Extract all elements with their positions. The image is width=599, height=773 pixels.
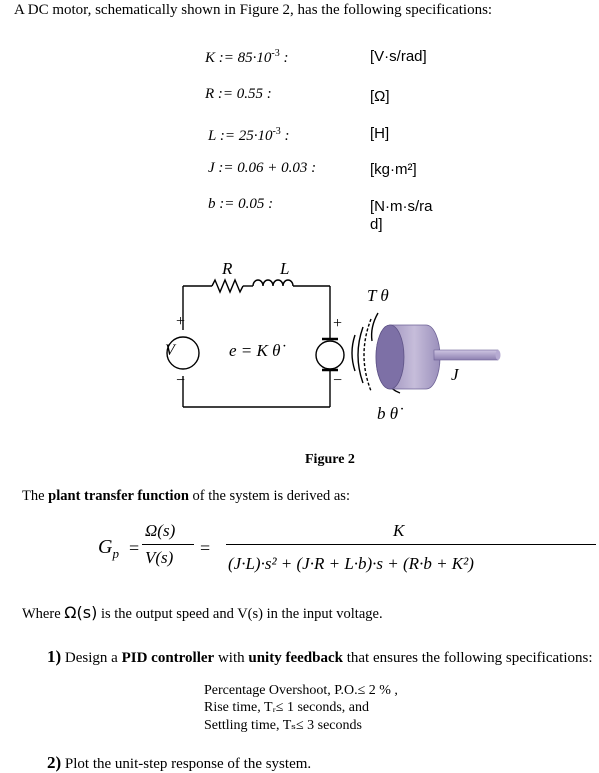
tf-g: G bbox=[98, 536, 113, 558]
tf-den-2: (J·L)·s² + (J·R + L·b)·s + (R·b + K²) bbox=[228, 554, 474, 573]
derived-text bbox=[22, 488, 350, 505]
tf-p: p bbox=[112, 546, 119, 561]
tf-frac-line-2 bbox=[226, 544, 596, 545]
tf-num-1: Ω(s) bbox=[145, 521, 176, 540]
tf-gp bbox=[98, 536, 119, 562]
where-post: is the output speed and V(s) in the input voltage. bbox=[97, 606, 383, 622]
tf-equals-2: = bbox=[200, 538, 211, 558]
tf-num-2: K bbox=[393, 521, 405, 540]
spec-l-unit: [H] bbox=[370, 125, 390, 142]
q1-number: 1) bbox=[47, 647, 62, 666]
inductor-label: L bbox=[280, 259, 290, 278]
spec-k-tail: : bbox=[279, 50, 289, 66]
motor-minus-sign: − bbox=[333, 372, 343, 389]
torque-label: T θ bbox=[367, 286, 389, 305]
back-emf-label: e = K θ̇ bbox=[229, 341, 281, 360]
spec-b-eq: b := 0.05 : bbox=[208, 196, 274, 212]
where-pre: Where bbox=[22, 606, 65, 622]
q1-bold-1: PID controller bbox=[121, 650, 215, 666]
friction-label: b θ̇ bbox=[377, 404, 399, 423]
spec-k-eq: K := 85·10 bbox=[205, 50, 272, 66]
motor-schematic bbox=[150, 255, 510, 445]
requirement-overshoot: Percentage Overshoot, P.O.≤ 2 % , bbox=[204, 683, 398, 698]
spec-k-unit: [V·s/rad] bbox=[370, 48, 427, 65]
q2-text: Plot the unit-step response of the system. bbox=[61, 756, 312, 772]
spec-b-unit: [N·m·s/ra bbox=[370, 198, 433, 215]
q2-number: 2) bbox=[47, 753, 62, 772]
source-plus-sign: + bbox=[176, 313, 186, 330]
spec-l-tail: : bbox=[280, 128, 290, 144]
spec-l-exp: -3 bbox=[272, 126, 281, 137]
tf-frac-line-1 bbox=[142, 544, 194, 545]
tf-den-1: V(s) bbox=[145, 548, 174, 567]
requirement-settling-time: Settling time, Tₛ≤ 3 seconds bbox=[204, 718, 362, 733]
spec-k bbox=[205, 48, 288, 67]
q1-post: that ensures the following specifications: bbox=[342, 650, 593, 666]
question-1 bbox=[47, 647, 593, 667]
source-minus-sign: − bbox=[176, 372, 186, 389]
q1-pre: Design a bbox=[61, 650, 122, 666]
spec-j-unit: [kg·m²] bbox=[370, 161, 417, 178]
spec-k-exp: -3 bbox=[271, 48, 280, 59]
where-text bbox=[22, 603, 383, 623]
derived-pre: The bbox=[22, 488, 49, 504]
question-2 bbox=[47, 753, 311, 773]
spec-j-eq: J := 0.06 + 0.03 : bbox=[208, 160, 317, 176]
q1-bold-2: unity feedback bbox=[248, 650, 343, 666]
spec-l bbox=[208, 126, 290, 145]
spec-l-eq: L := 25·10 bbox=[208, 128, 273, 144]
resistor-label: R bbox=[222, 259, 233, 278]
derived-post: of the system is derived as: bbox=[188, 488, 350, 504]
spec-r-unit: [Ω] bbox=[370, 88, 390, 105]
motor-plus-sign: + bbox=[333, 315, 343, 332]
where-omega: Ω(s) bbox=[64, 603, 98, 622]
spec-r-eq: R := 0.55 : bbox=[205, 86, 272, 102]
tf-equals-1: = bbox=[129, 538, 140, 558]
figure-caption: Figure 2 bbox=[305, 452, 355, 467]
spec-b-unit-wrap: d] bbox=[370, 216, 383, 233]
requirement-rise-time: Rise time, Tᵣ≤ 1 seconds, and bbox=[204, 700, 370, 715]
derived-bold: plant transfer function bbox=[48, 488, 189, 504]
voltage-label: V bbox=[165, 342, 175, 359]
inertia-label: J bbox=[451, 365, 459, 384]
intro-text: A DC motor, schematically shown in Figure 2, has the following specifications: bbox=[14, 2, 493, 18]
q1-mid: with bbox=[214, 650, 249, 666]
